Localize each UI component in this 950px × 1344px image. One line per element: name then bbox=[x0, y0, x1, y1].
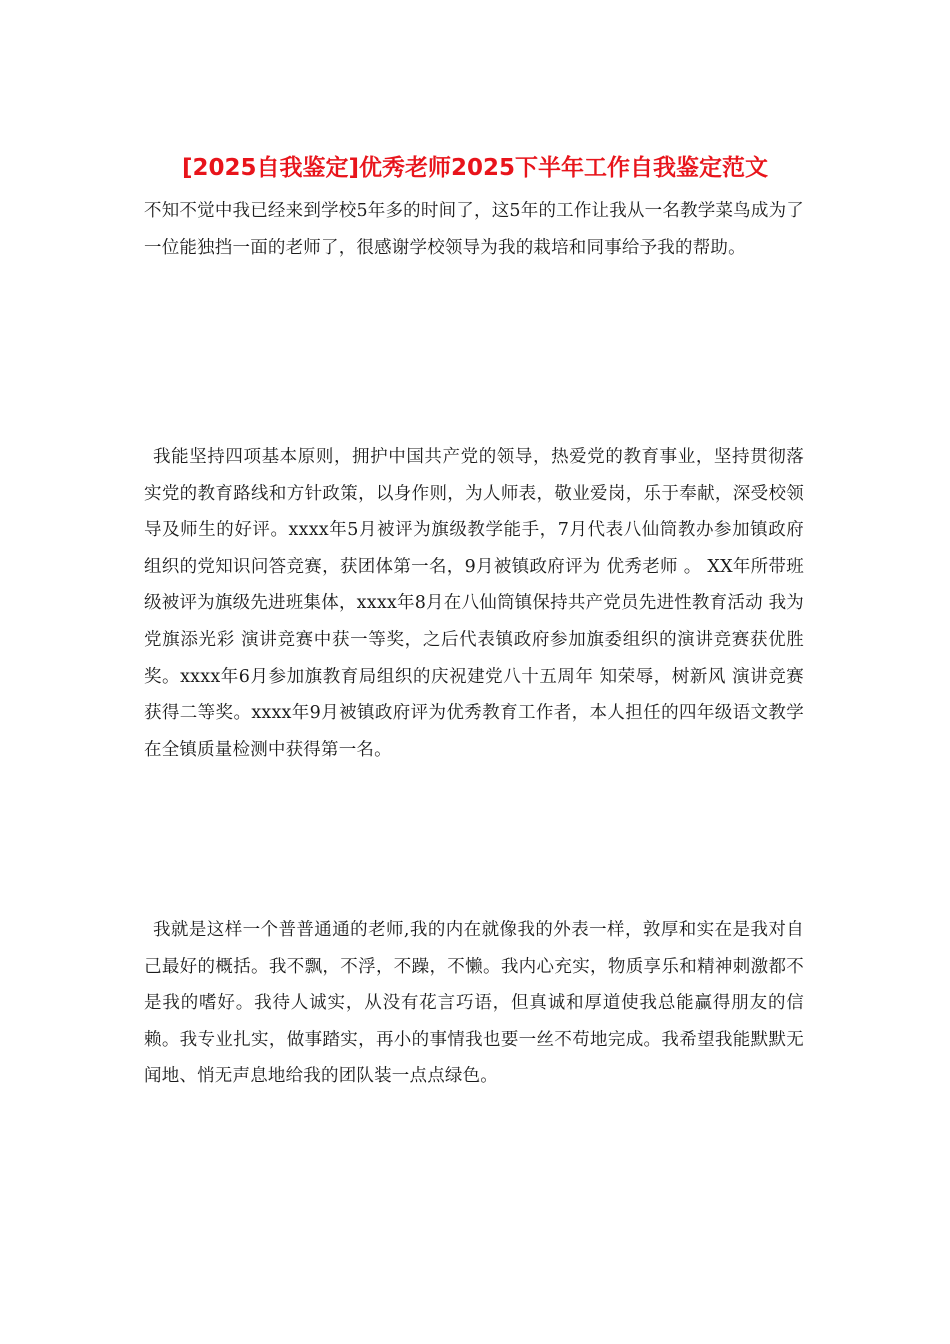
document-title: [2025自我鉴定]优秀老师2025下半年工作自我鉴定范文 bbox=[181, 155, 769, 181]
paragraph-achievements: 我能坚持四项基本原则，拥护中国共产党的领导，热爱党的教育事业，坚持贯彻落实党的教育路线和方针政策，以身作则，为人师表，敬业爱岗，乐于奉献，深受校领导及师生的好评。xxxx年5月被评为旗级教学能手，7月代表八仙筒教办参加镇政府组织的党知识问答竞赛，获团体第一名，9月被镇政府评为 优秀老师 。 XX年所带班级被评为旗级先进班集体，xxxx年8月在八仙筒镇保持共产党员先进性教育活动 我为党旗添光彩 演讲竞赛中获一等奖，之后代表镇政府参加旗委组织的演讲竞赛获优胜奖。xxxx年6月参加旗教育局组织的庆祝建党八十五周年 知荣辱，树新风 演讲竞赛获得二等奖。xxxx年9月被镇政府评为优秀教育工作者，本人担任的四年级语文教学在全镇质量检测中获得第一名。 bbox=[144, 447, 804, 760]
paragraph-character: 我就是这样一个普普通通的老师,我的内在就像我的外表一样，敦厚和实在是我对自己最好的概括。我不飘，不浮，不躁，不懒。我内心充实，物质享乐和精神刺激都不是我的嗜好。我待人诚实，从没有花言巧语，但真诚和厚道使我总能赢得朋友的信赖。我专业扎实，做事踏实，再小的事情我也要一丝不苟地完成。我希望我能默默无闻地、悄无声息地给我的团队装一点点绿色。 bbox=[144, 920, 804, 1087]
paragraph-intro: 不知不觉中我已经来到学校5年多的时间了，这5年的工作让我从一名教学菜鸟成为了一位能独挡一面的老师了，很感谢学校领导为我的栽培和同事给予我的帮助。 bbox=[144, 201, 804, 258]
